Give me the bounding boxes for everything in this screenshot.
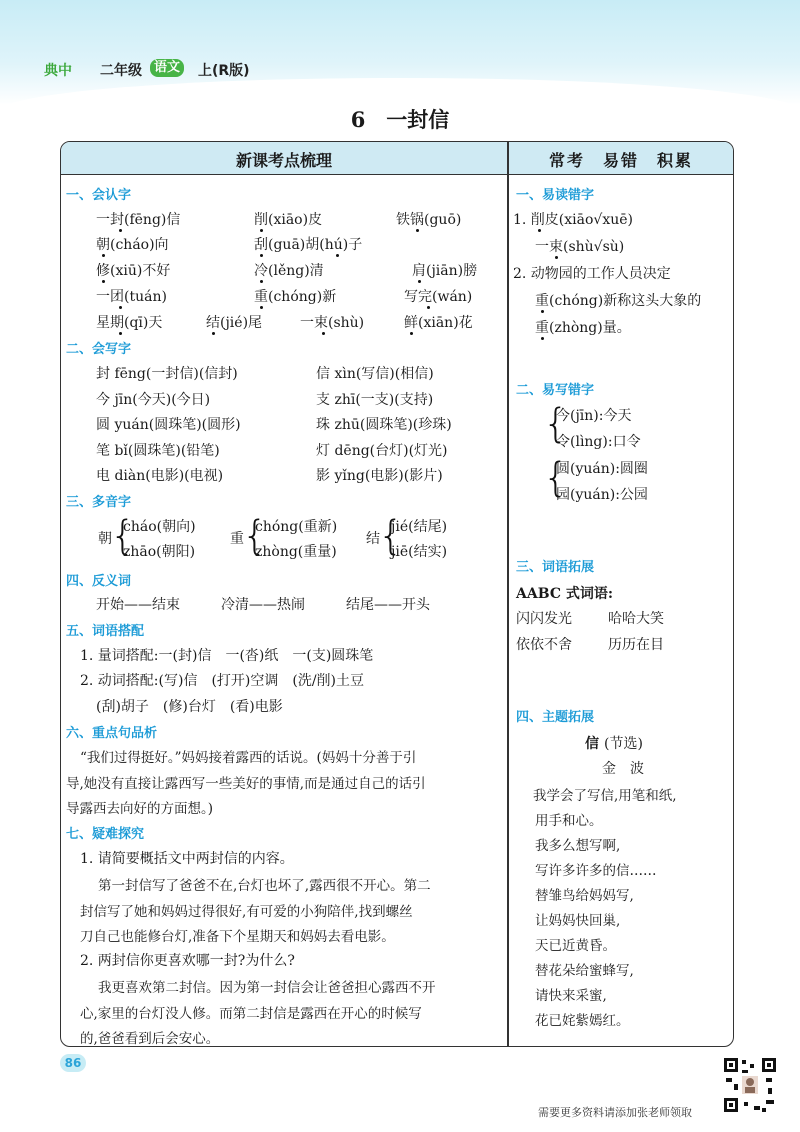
emphasis-dot: [212, 332, 215, 335]
emphasis-dot: [260, 306, 263, 309]
word-item: 星期(qī)天: [96, 315, 163, 331]
word-item: 肩(jiān)膀: [412, 263, 478, 279]
answer-line: 心,家里的台灯没人修。而第二封信是露西在开心的时候写: [80, 1006, 422, 1022]
word-item: 一封(fēng)信: [96, 212, 181, 228]
emphasis-dot: [102, 280, 105, 283]
word-item: 闪闪发光: [516, 611, 572, 627]
section-title: 六、重点句品析: [66, 726, 158, 741]
word-item: 今 jīn(今天)(今日): [96, 392, 211, 408]
antonym-pair: 开始——结束: [96, 597, 180, 613]
emphasis-dot: [541, 337, 544, 340]
section-title: 四、主题拓展: [516, 710, 595, 725]
emphasis-dot: [418, 280, 421, 283]
word-item: 电 diàn(电影)(电视): [96, 468, 224, 484]
polyphone-char: 重: [230, 531, 244, 547]
word-item: 修(xiū)不好: [96, 263, 171, 279]
poem-line: 天已近黄昏。: [535, 938, 616, 954]
section-title: 三、词语拓展: [516, 560, 595, 575]
word-item: 冷(lěng)清: [254, 263, 324, 279]
error-item: 1. 削皮(xiāo√xuē): [513, 212, 633, 228]
word-item: 哈哈大笑: [608, 611, 664, 627]
word-item: 结(jié)尾: [206, 315, 263, 331]
poem-line: 替雏鸟给妈妈写,: [535, 888, 634, 904]
analysis-line: “我们过得挺好。”妈妈接着露西的话说。(妈妈十分善于引: [80, 750, 417, 766]
word-pattern: AABC 式词语:: [516, 586, 614, 602]
error-item: 2. 动物园的工作人员决定: [513, 266, 671, 282]
brace-icon: {: [242, 513, 268, 559]
reading-item: zhāo(朝阳): [123, 544, 196, 560]
word-item: 重(chóng)新: [254, 289, 337, 305]
emphasis-dot: [260, 280, 263, 283]
error-item: 重(chóng)新称这头大象的: [535, 293, 702, 309]
poem-line: 写许多许多的信……: [535, 863, 657, 879]
collocation-line: 1. 量词搭配:一(封)信 一(沓)纸 一(支)圆珠笔: [80, 648, 374, 664]
collocation-line: (刮)胡子 (修)台灯 (看)电影: [96, 699, 283, 715]
emphasis-dot: [119, 229, 122, 232]
word-item: 鲜(xiān)花: [404, 315, 473, 331]
reading-item: cháo(朝向): [123, 519, 196, 535]
word-item: 铁锅(guō): [396, 212, 462, 228]
word-item: 圆 yuán(圆珠笔)(圆形): [96, 417, 241, 433]
polyphone-char: 朝: [98, 531, 112, 547]
poem-line: 我多么想写啊,: [535, 838, 621, 854]
word-item: 笔 bǐ(圆珠笔)(铅笔): [96, 443, 220, 459]
edition-label: 上(R版): [198, 63, 250, 79]
word-item: 一束(shù): [300, 315, 365, 331]
brand-logo: 典中: [44, 63, 72, 79]
page-number: 86: [60, 1054, 86, 1072]
emphasis-dot: [416, 229, 419, 232]
reading-item: chóng(重新): [255, 519, 338, 535]
answer-line: 封信写了她和妈妈过得很好,有可爱的小狗陪伴,找到螺丝: [80, 904, 413, 920]
section-title: 二、易写错字: [516, 383, 595, 398]
reading-item: zhòng(重量): [255, 544, 337, 560]
word-item: 封 fēng(一封信)(信封): [96, 366, 238, 382]
question-text: 2. 两封信你更喜欢哪一封?为什么?: [80, 953, 295, 969]
poem-line: 花已姹紫嫣红。: [535, 1013, 630, 1029]
error-item: 一束(shù√sù): [535, 239, 625, 255]
qr-code-icon: [722, 1056, 778, 1114]
collocation-line: 2. 动词搭配:(写)信 (打开)空调 (洗/削)土豆: [80, 673, 365, 689]
emphasis-dot: [555, 256, 558, 259]
poem-line: 请快来采蜜,: [535, 988, 607, 1004]
analysis-line: 导,她没有直接让露西写一些美好的事情,而是通过自己的话引: [66, 776, 426, 792]
brace-icon: {: [543, 401, 569, 447]
footer-note: 需要更多资料请添加张老师领取: [538, 1106, 692, 1119]
section-title: 一、会认字: [66, 188, 132, 203]
section-title: 四、反义词: [66, 574, 132, 589]
char-item: 今(jīn):今天: [556, 408, 632, 424]
section-title: 二、会写字: [66, 342, 132, 357]
word-item: 写完(wán): [404, 289, 473, 305]
emphasis-dot: [260, 229, 263, 232]
answer-line: 第一封信写了爸爸不在,台灯也坏了,露西很不开心。第二: [98, 878, 431, 894]
grade-label: 二年级: [100, 63, 142, 79]
emphasis-dot: [322, 332, 325, 335]
char-item: 园(yuán):公园: [556, 487, 648, 503]
word-item: 信 xìn(写信)(相信): [316, 366, 434, 382]
poem-line: 替花朵给蜜蜂写,: [535, 963, 634, 979]
answer-line: 我更喜欢第二封信。因为第一封信会让爸爸担心露西不开: [98, 980, 436, 996]
char-item: 令(lìng):口令: [556, 434, 641, 450]
brace-icon: {: [378, 513, 404, 559]
error-item: 重(zhòng)量。: [535, 320, 631, 336]
emphasis-dot: [102, 254, 105, 257]
section-title: 一、易读错字: [516, 188, 595, 203]
word-item: 历历在目: [608, 637, 664, 653]
analysis-line: 导露西去向好的方面想。): [66, 801, 214, 817]
word-item: 灯 dēng(台灯)(灯光): [316, 443, 448, 459]
left-column-heading: 新课考点梳理: [235, 151, 332, 170]
poem-line: 让妈妈快回巢,: [535, 913, 621, 929]
emphasis-dot: [427, 306, 430, 309]
poem-author: 金 波: [602, 761, 644, 777]
answer-line: 刀自己也能修台灯,准备下个星期天和妈妈去看电影。: [80, 929, 395, 945]
poem-note: (节选): [604, 736, 643, 752]
column-divider: [507, 142, 509, 1046]
word-item: 刮(guā)胡(hú)子: [254, 237, 363, 253]
section-title: 三、多音字: [66, 495, 132, 510]
emphasis-dot: [538, 229, 541, 232]
brace-icon: {: [110, 513, 136, 559]
question-text: 1. 请简要概括文中两封信的内容。: [80, 851, 294, 867]
answer-line: 的,爸爸看到后会安心。: [80, 1031, 220, 1047]
word-item: 削(xiāo)皮: [254, 212, 323, 228]
poem-line: 我学会了写信,用笔和纸,: [533, 788, 677, 804]
char-item: 圆(yuán):圆圈: [556, 461, 648, 477]
emphasis-dot: [336, 254, 339, 257]
subject-badge: 语文: [150, 59, 184, 77]
word-item: 珠 zhū(圆珠笔)(珍珠): [316, 417, 452, 433]
antonym-pair: 结尾——开头: [346, 597, 430, 613]
polyphone-char: 结: [366, 531, 380, 547]
right-column-heading: 常考 易错 积累: [548, 151, 693, 170]
reading-item: jié(结尾): [391, 519, 448, 535]
brace-icon: {: [543, 455, 569, 501]
word-item: 朝(cháo)向: [96, 237, 169, 253]
table-header: [61, 142, 733, 175]
word-item: 影 yǐng(电影)(影片): [316, 468, 443, 484]
emphasis-dot: [541, 310, 544, 313]
section-title: 五、词语搭配: [66, 624, 145, 639]
poem-line: 用手和心。: [535, 813, 603, 829]
antonym-pair: 冷清——热闹: [221, 597, 305, 613]
emphasis-dot: [260, 254, 263, 257]
reading-item: jiē(结实): [391, 544, 448, 560]
section-title: 七、疑难探究: [66, 827, 145, 842]
lesson-title: 6 一封信: [350, 107, 450, 132]
word-item: 一团(tuán): [96, 289, 167, 305]
word-item: 依依不舍: [516, 637, 572, 653]
poem-title: 信: [585, 736, 599, 752]
word-item: 支 zhī(一支)(支持): [316, 392, 434, 408]
emphasis-dot: [119, 332, 122, 335]
emphasis-dot: [119, 306, 122, 309]
emphasis-dot: [410, 332, 413, 335]
